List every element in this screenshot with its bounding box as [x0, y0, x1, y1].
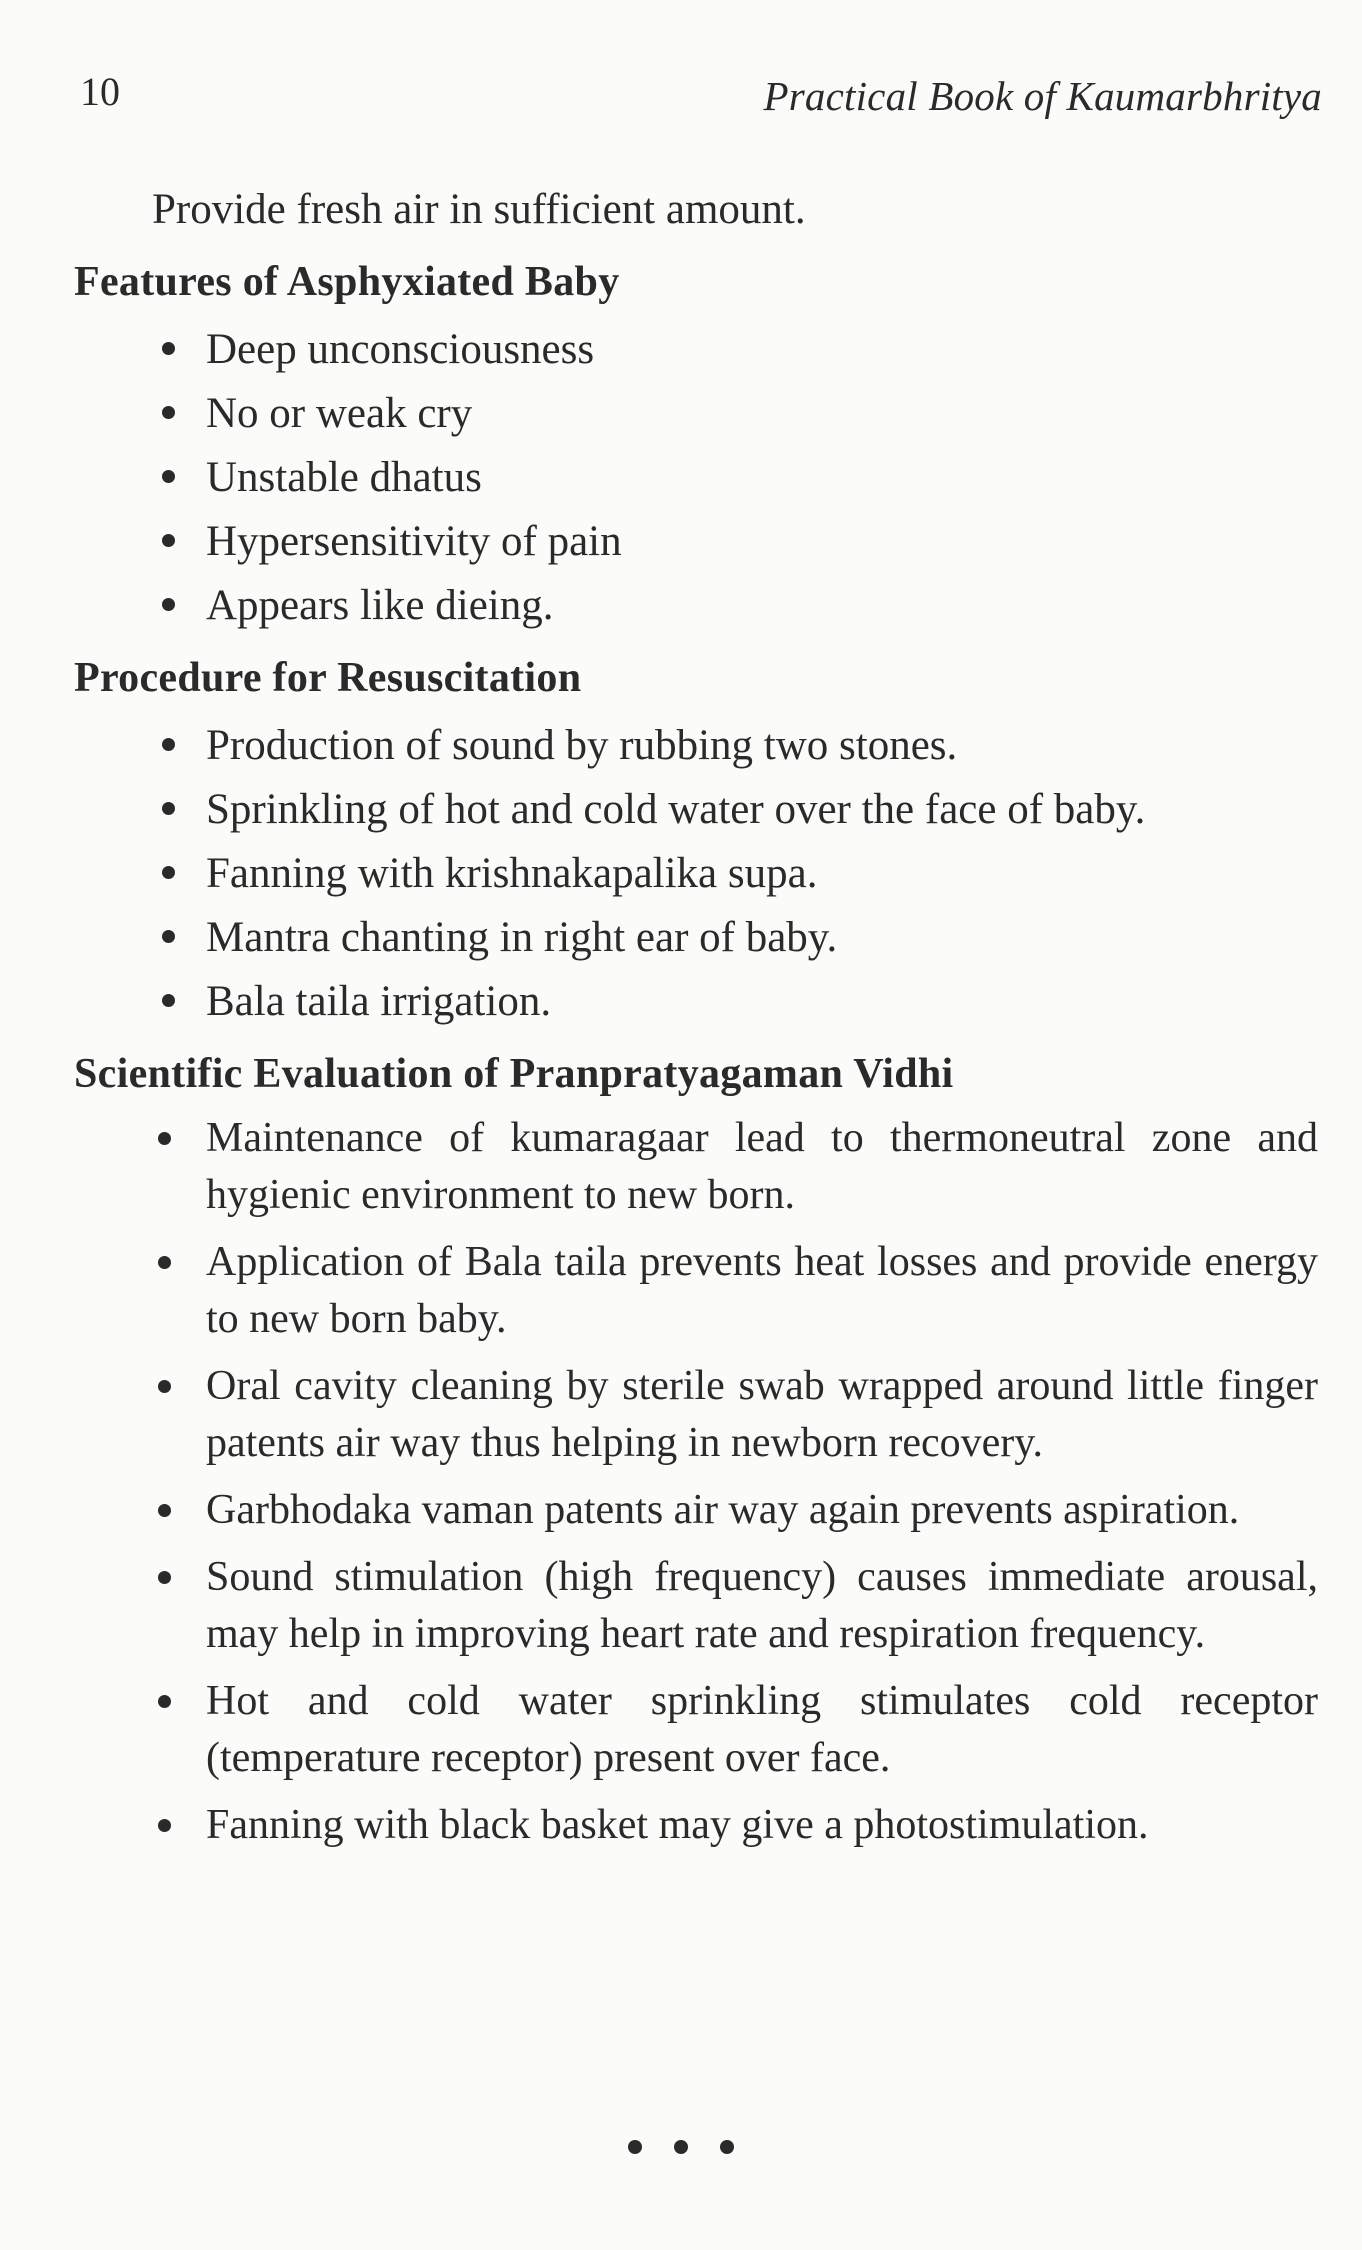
bullet-icon: [158, 1380, 171, 1393]
features-list: [74, 318, 1318, 638]
section-heading-features: Features of Asphyxiated Baby: [74, 259, 620, 305]
bullet-icon: [162, 534, 175, 547]
page-number: 10: [80, 69, 120, 114]
bullet-icon: [158, 1256, 171, 1269]
list-item-text: Appears like dieing.: [206, 582, 554, 629]
page-body: [74, 178, 1318, 1864]
bullet-icon: [162, 738, 175, 751]
bullet-icon: [158, 1695, 171, 1708]
procedure-list: [74, 714, 1318, 1034]
bullet-icon: [158, 1819, 171, 1832]
bullet-icon: [158, 1504, 171, 1517]
list-item-text: Garbhodaka vaman patents air way again prevents aspiration.: [206, 1487, 1240, 1533]
bullet-icon: [162, 994, 175, 1007]
list-item: [74, 970, 1318, 1034]
list-item-text: Oral cavity cleaning by sterile swab wrapped around little finger patents air way thus helping in newborn recovery.: [206, 1363, 1318, 1466]
list-item: [74, 1110, 1318, 1224]
ornament-dot-icon: [628, 2140, 642, 2154]
list-item: [74, 842, 1318, 906]
list-item: [74, 1549, 1318, 1663]
ornament-dot-icon: [674, 2140, 688, 2154]
bullet-icon: [158, 1571, 171, 1584]
list-item-text: Hypersensitivity of pain: [206, 518, 622, 565]
list-item: [74, 382, 1318, 446]
list-item: [74, 1673, 1318, 1787]
list-item-text: Fanning with krishnakapalika supa.: [206, 850, 818, 897]
list-item-text: Sprinkling of hot and cold water over the face of baby.: [206, 786, 1146, 833]
running-head-title: Practical Book of Kaumarbhritya: [763, 73, 1322, 119]
list-item: [74, 574, 1318, 638]
list-item: [74, 714, 1318, 778]
bullet-icon: [162, 342, 175, 355]
evaluation-list: [74, 1110, 1318, 1854]
section-end-ornament: [0, 2140, 1362, 2159]
list-item-text: Sound stimulation (high frequency) causes immediate arousal, may help in improving heart rate and respiration frequency.: [206, 1554, 1318, 1657]
list-item: [74, 446, 1318, 510]
list-item-text: Fanning with black basket may give a photostimulation.: [206, 1802, 1149, 1848]
bullet-icon: [162, 470, 175, 483]
list-item: [74, 1797, 1318, 1854]
list-item-text: Hot and cold water sprinkling stimulates cold receptor (temperature receptor) present over face.: [206, 1678, 1318, 1781]
list-item: [74, 1358, 1318, 1472]
list-item-text: No or weak cry: [206, 390, 473, 437]
list-item-text: Mantra chanting in right ear of baby.: [206, 914, 838, 961]
list-item-text: Application of Bala taila prevents heat losses and provide energy to new born baby.: [206, 1239, 1318, 1342]
list-item: [74, 510, 1318, 574]
list-item: [74, 906, 1318, 970]
bullet-icon: [162, 930, 175, 943]
bullet-icon: [162, 802, 175, 815]
ornament-dot-icon: [720, 2140, 734, 2154]
list-item: [74, 778, 1318, 842]
list-item: [74, 1482, 1318, 1539]
bullet-icon: [158, 1132, 171, 1145]
list-item-text: Production of sound by rubbing two stones.: [206, 722, 958, 769]
section-heading-evaluation: Scientific Evaluation of Pranpratyagaman Vidhi: [74, 1051, 954, 1097]
list-item-text: Unstable dhatus: [206, 454, 482, 501]
bullet-icon: [162, 406, 175, 419]
list-item: [74, 318, 1318, 382]
bullet-icon: [162, 866, 175, 879]
section-heading-procedure: Procedure for Resuscitation: [74, 655, 582, 701]
intro-paragraph: Provide fresh air in sufficient amount.: [152, 186, 806, 233]
list-item-text: Deep unconsciousness: [206, 326, 595, 373]
list-item-text: Bala taila irrigation.: [206, 978, 552, 1025]
list-item-text: Maintenance of kumaragaar lead to thermoneutral zone and hygienic environment to new born.: [206, 1115, 1318, 1218]
list-item: [74, 1234, 1318, 1348]
bullet-icon: [162, 598, 175, 611]
